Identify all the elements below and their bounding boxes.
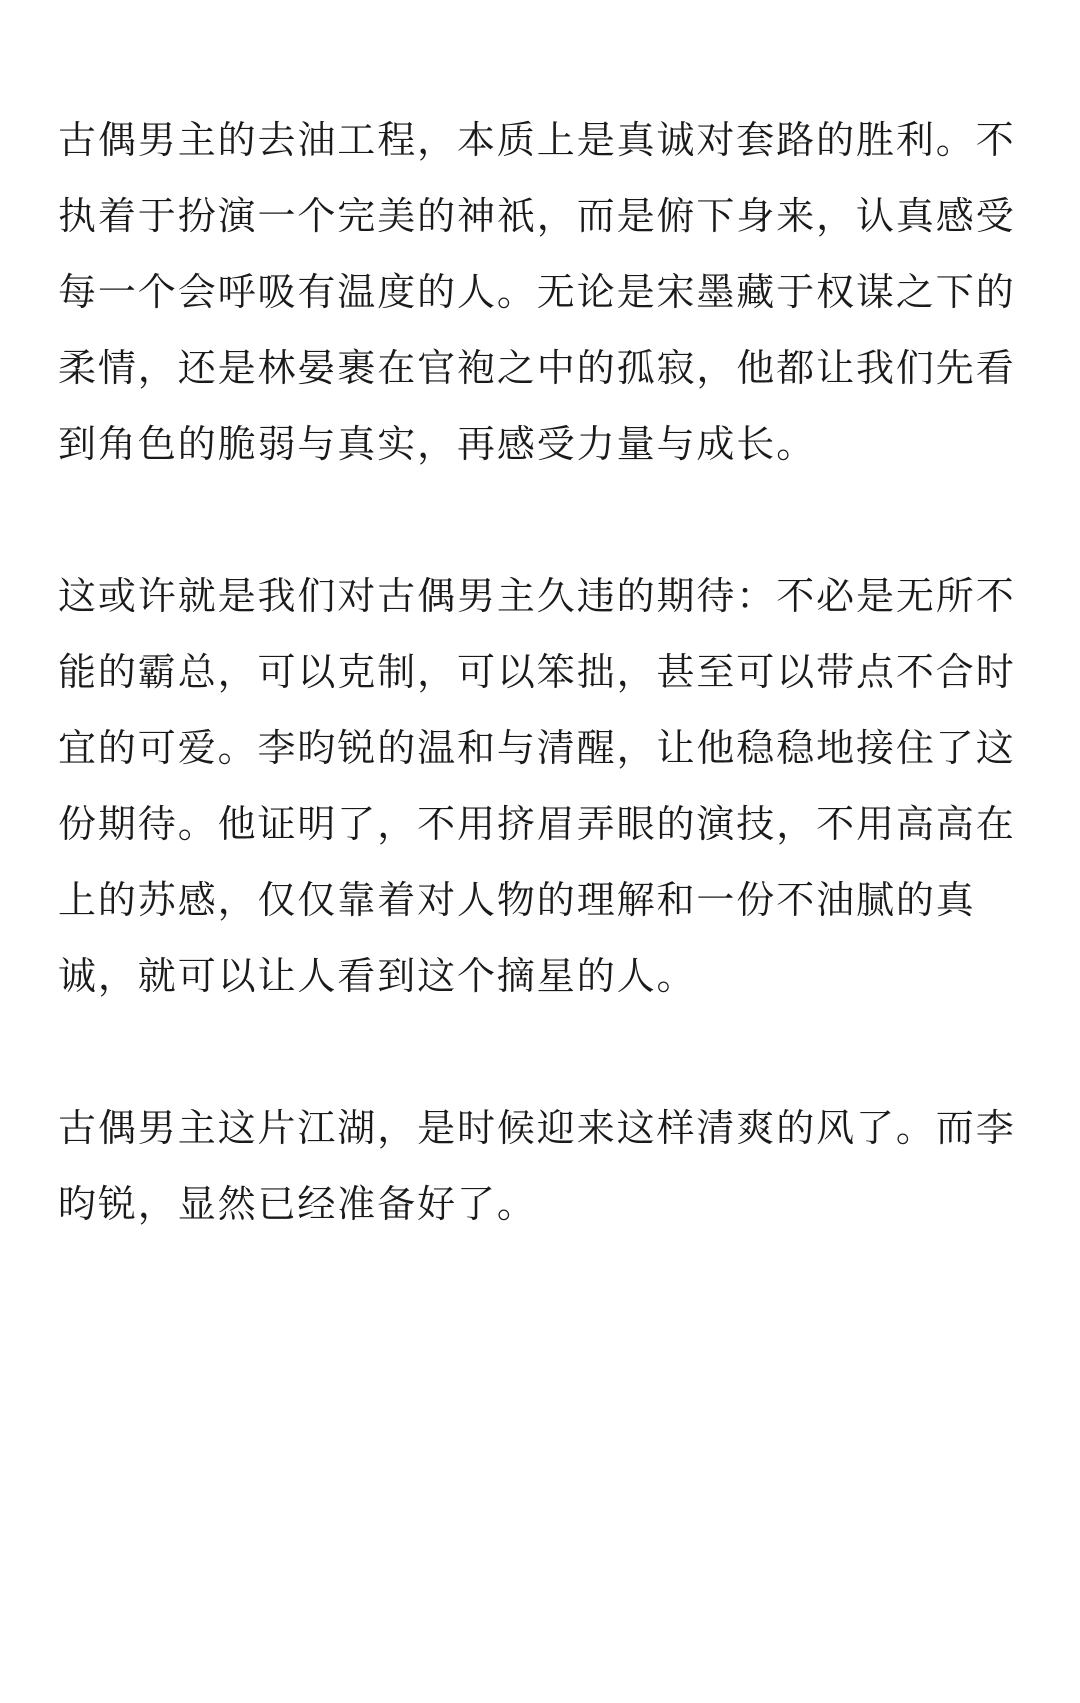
paragraph-2: 这或许就是我们对古偶男主久违的期待：不必是无所不能的霸总，可以克制，可以笨拙，甚至可以带点不合时宜的可爱。李昀锐的温和与清醒，让他稳稳地接住了这份期待。他证明了，不用挤眉弄眼的演技，不用高高在上的苏感，仅仅靠着对人物的理解和一份不油腻的真诚，就可以让人看到这个摘星的人。	[58, 574, 1016, 998]
article-body	[58, 102, 1022, 1242]
paragraph-3: 古偶男主这片江湖，是时候迎来这样清爽的风了。而李昀锐，显然已经准备好了。	[58, 1106, 1016, 1226]
paragraph-1: 古偶男主的去油工程，本质上是真诚对套路的胜利。不执着于扮演一个完美的神祇，而是俯下身来，认真感受每一个会呼吸有温度的人。无论是宋墨藏于权谋之下的柔情，还是林晏裹在官袍之中的孤寂，他都让我们先看到角色的脆弱与真实，再感受力量与成长。	[58, 118, 1016, 466]
